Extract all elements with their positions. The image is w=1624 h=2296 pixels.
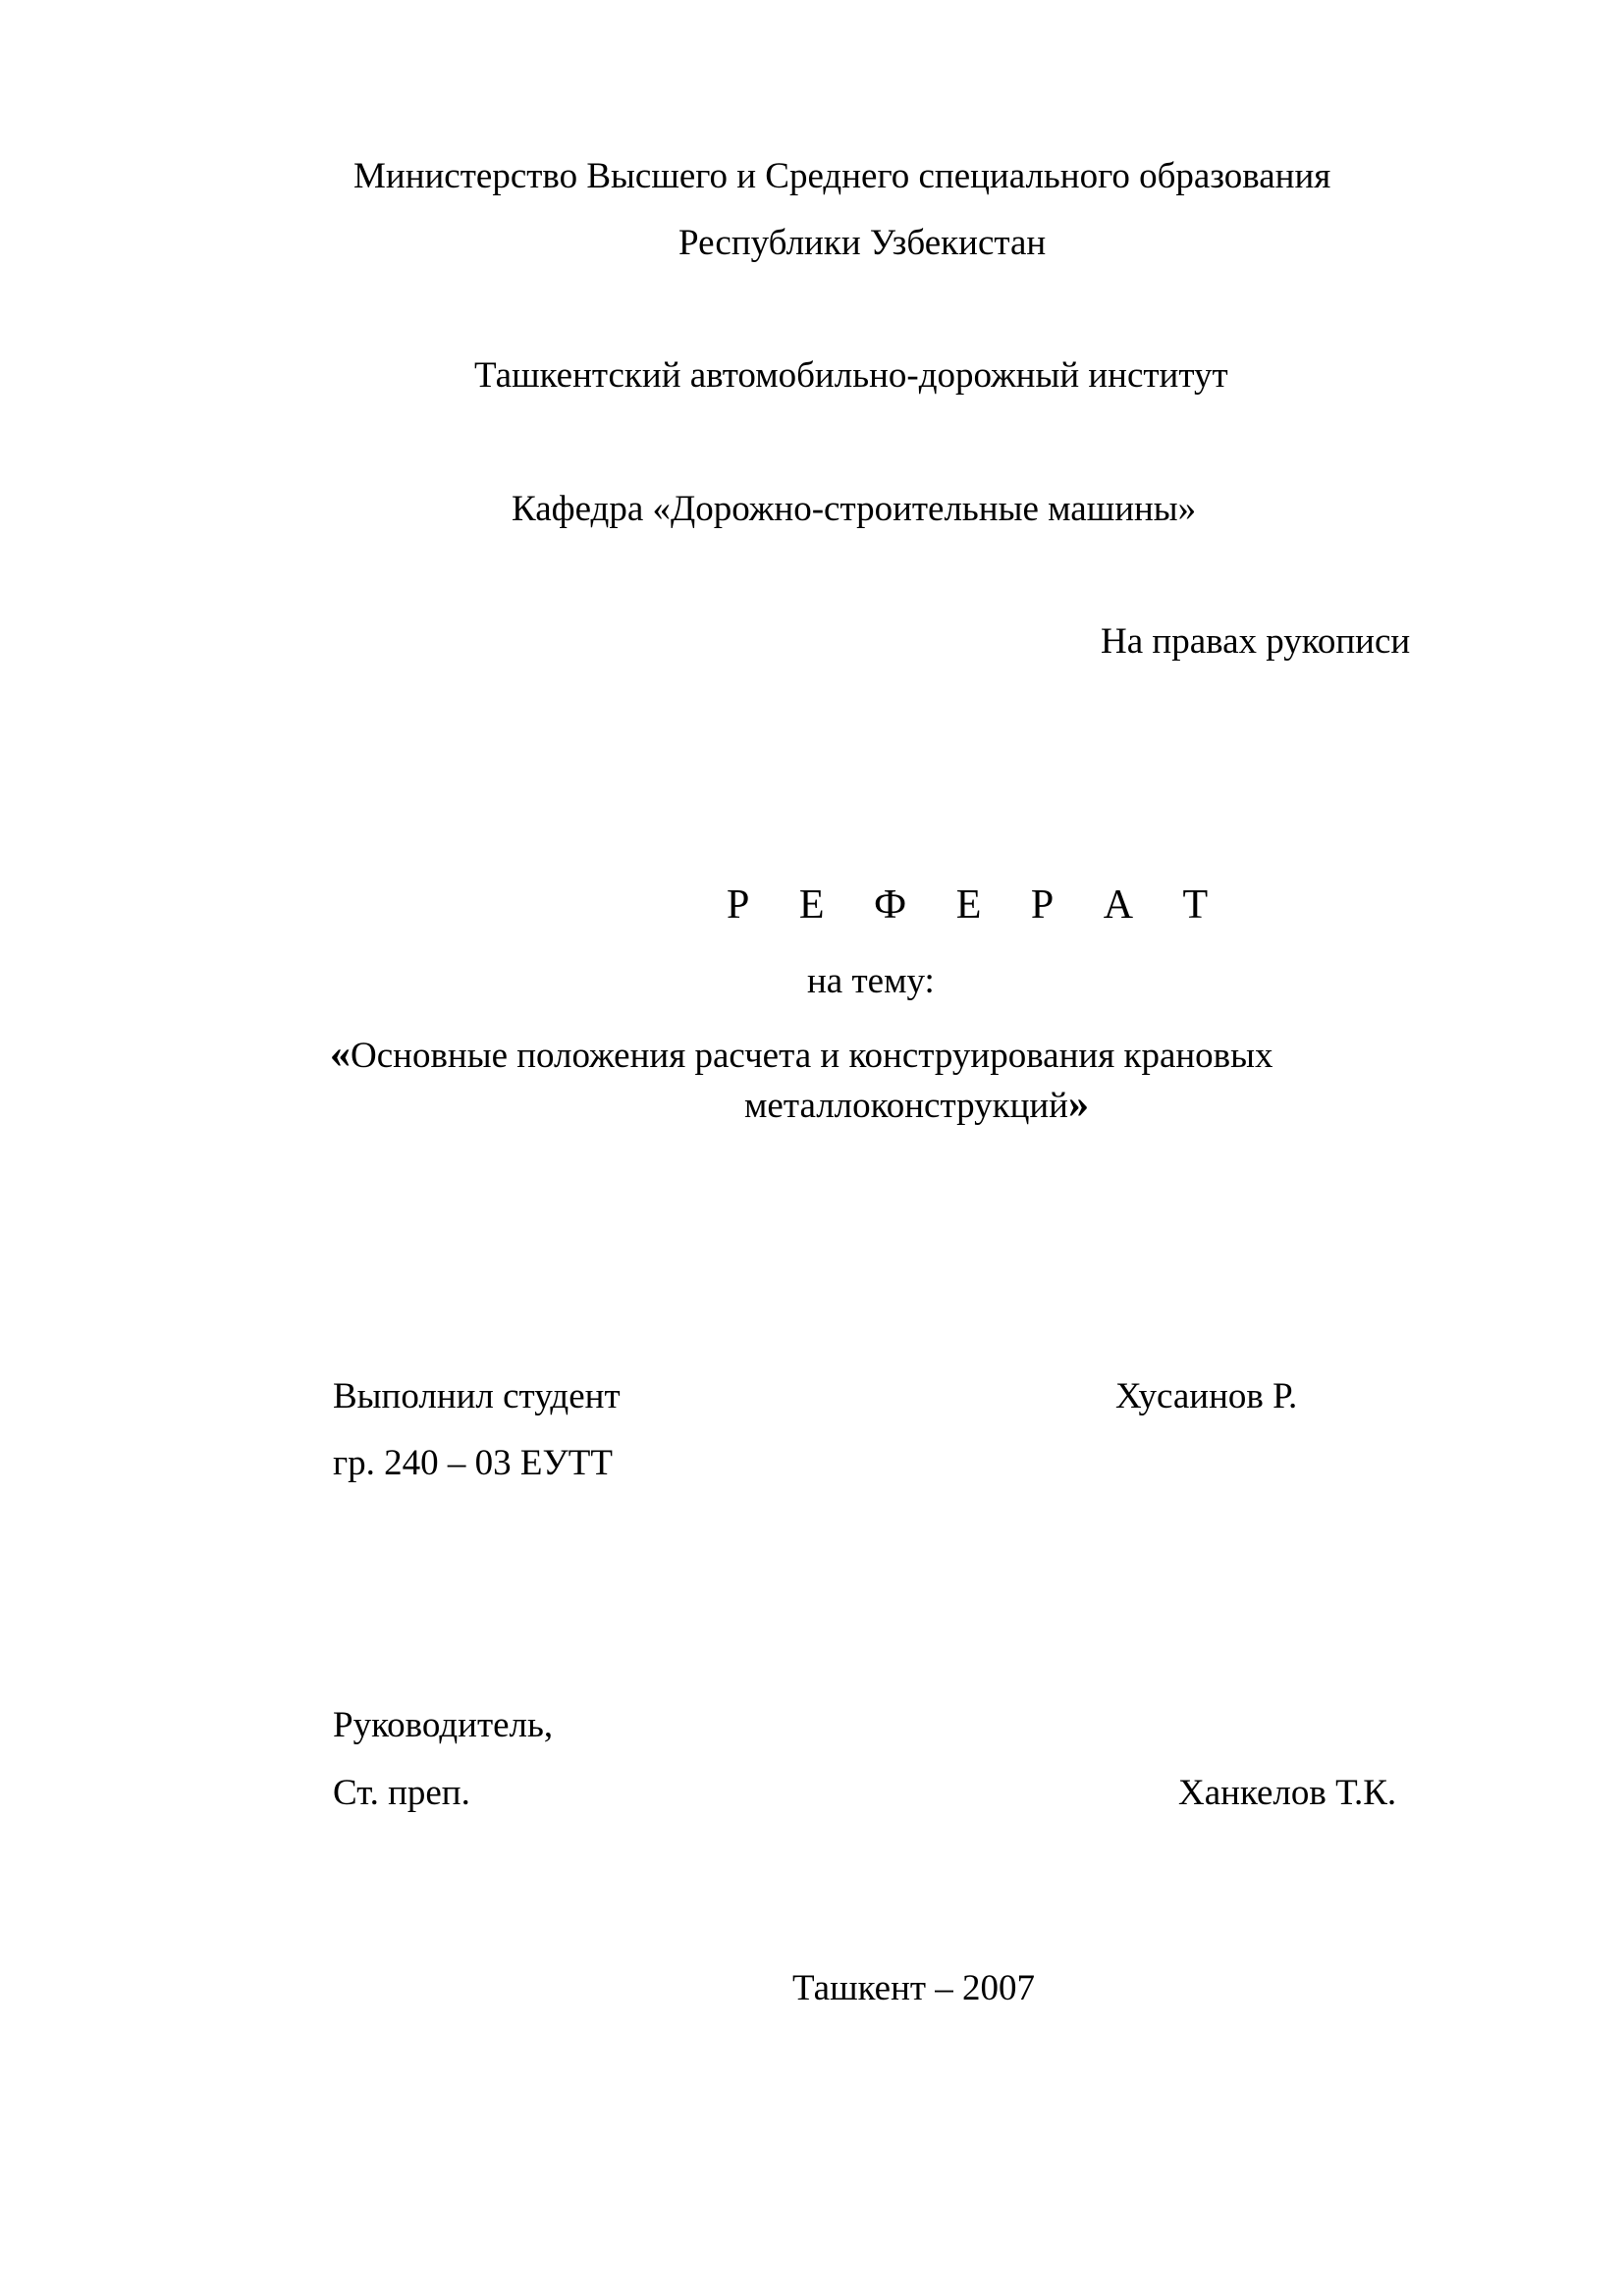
ministry-line-2: Республики Узбекистан: [678, 223, 1047, 263]
topic-line-2: [744, 1083, 1089, 1128]
topic-close-quote: »: [1067, 1082, 1089, 1127]
manuscript-note: На правах рукописи: [1101, 621, 1411, 662]
subtitle-on-topic: на тему:: [807, 961, 935, 1001]
department-name: Кафедра «Дорожно-строительные машины»: [512, 489, 1197, 529]
topic-open-quote: «: [330, 1032, 351, 1077]
document-title: Р Е Ф Е Р А Т: [727, 882, 1228, 928]
supervisor-role-label: Руководитель,: [333, 1705, 554, 1745]
topic-line-2-text: металлоконструкций: [744, 1086, 1068, 1126]
topic-line-1-text: Основные положения расчета и конструирования крановых: [351, 1036, 1273, 1076]
author-name: Хусаинов Р.: [1115, 1376, 1298, 1416]
author-group: гр. 240 – 03 ЕУТТ: [333, 1443, 613, 1483]
ministry-line-1: Министерство Высшего и Среднего специального образования: [353, 156, 1331, 196]
supervisor-name: Ханкелов Т.К.: [1178, 1773, 1397, 1813]
city-year: Ташкент – 2007: [792, 1968, 1036, 2008]
author-role-label: Выполнил студент: [333, 1376, 621, 1416]
topic-line-1: [330, 1033, 1273, 1078]
supervisor-position: Ст. преп.: [333, 1773, 470, 1813]
institute-name: Ташкентский автомобильно-дорожный институт: [474, 355, 1228, 396]
